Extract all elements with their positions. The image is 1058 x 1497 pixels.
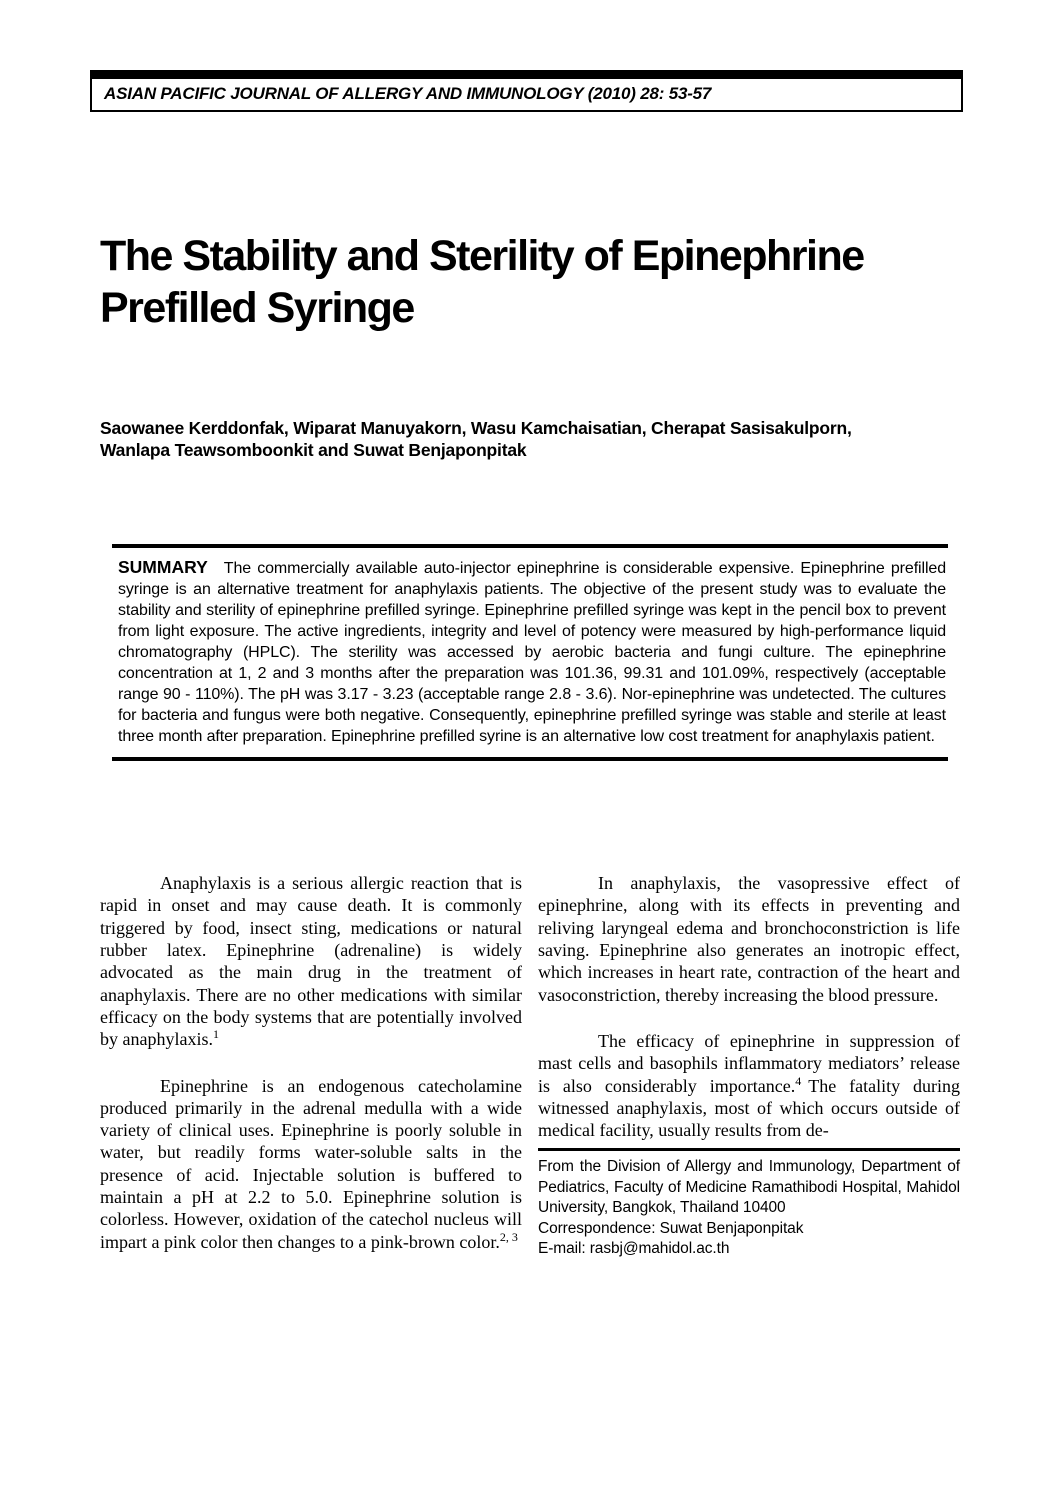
paragraph-text: In anaphylaxis, the vasopressive effect of epinephrine, along with its effects in preventing and reliving laryngeal edema and bronchoconstriction is life saving. Epinephrine also generates an inotropic effect, which increases in heart rate, contraction of the heart and vasoconstriction, thereby increasing the blood pressure. [538,873,960,1005]
paragraph-text: Epinephrine is an endogenous catecholamine produced primarily in the adrenal medulla with a wide variety of clinical uses. Epinephrine is poorly soluble in water, but readily forms water-soluble salts in the presence of acid. Injectable solution is buffered to maintain a pH at 2.2 to 5.0. Epinephrine solution is colorless. However, oxidation of the catechol nucleus will impart a pink color then changes to a pink-brown color. [100,1075,522,1252]
authors-line: Saowanee Kerddonfak, Wiparat Manuyakorn, Wasu Kamchaisatian, Cherapat Sasisakulporn, Wanlapa Teawsomboonkit and Suwat Benjaponpitak [100,418,852,460]
summary-body [112,548,948,757]
ref-marker: 4 [795,1073,802,1088]
paper-title: The Stability and Sterility of Epinephrine Prefilled Syringe [100,232,864,333]
paragraph-epinephrine-chemistry [100,1075,522,1254]
journal-header [90,70,963,112]
paragraph-text: Anaphylaxis is a serious allergic reaction that is rapid in onset and may cause death. It is commonly triggered by food, insect sting, medications or natural rubber latex. Epinephrine (adrenaline) is widely advocated as the main drug in the treatment of anaphylaxis. There are no other medications with similar efficacy on the body systems that are potentially involved by anaphylaxis. [100,873,522,1050]
paragraph-vasopressive-effect [538,872,960,1006]
ref-marker: 2, 3 [499,1229,518,1244]
left-column [100,872,522,1277]
ref-marker: 1 [212,1027,219,1042]
summary-section [112,544,948,761]
summary-label: SUMMARY [118,557,208,577]
paragraph-efficacy [538,1030,960,1142]
body-columns [100,872,960,1277]
affiliation-text: From the Division of Allergy and Immunology, Department of Pediatrics, Faculty of Medicine Ramathibodi Hospital, Mahidol University, Bangkok, Thailand 10400 [538,1158,960,1217]
paragraph-text-continued: The fatality during witnessed anaphylaxis, most of which occurs outside of medical facility, usually results from de- [538,1075,960,1141]
right-column [538,872,960,1277]
email-line: E-mail: rasbj@mahidol.ac.th [538,1240,730,1258]
footnote-divider [538,1148,960,1151]
correspondence-line: Correspondence: Suwat Benjaponpitak [538,1219,804,1237]
paragraph-text: The efficacy of epinephrine in suppression of mast cells and basophils inflammatory mediators’ release is also considerably importance. [538,1030,960,1096]
footnote [538,1157,960,1259]
journal-citation: ASIAN PACIFIC JOURNAL OF ALLERGY AND IMMUNOLOGY (2010) 28: 53-57 [104,84,712,103]
summary-rule-bottom [112,757,948,761]
summary-text: The commercially available auto-injector epinephrine is considerable expensive. Epinephrine prefilled syringe is an alternative treatment for anaphylaxis patients. The objective of the present study was to evaluate the stability and sterility of epinephrine prefilled syringe. Epinephrine prefilled syringe was kept in the pencil box to prevent from light exposure. The active ingredients, integrity and level of potency were measured by high-performance liquid chromatography (HPLC). The sterility was accessed by aerobic bacteria and fungi culture. The epinephrine concentration at 1, 2 and 3 months after the preparation was 101.36, 99.31 and 101.09%, respectively (acceptable range 90 - 110%). The pH was 3.17 - 3.23 (acceptable range 2.8 - 3.6). Nor-epinephrine was undetected. The cultures for bacteria and fungus were both negative. Consequently, epinephrine prefilled syringe was stable and sterile at least three month after preparation. Epinephrine prefilled syrine is an alternative low cost treatment for anaphylaxis patient. [118,560,946,745]
paragraph-anaphylaxis-intro [100,872,522,1051]
